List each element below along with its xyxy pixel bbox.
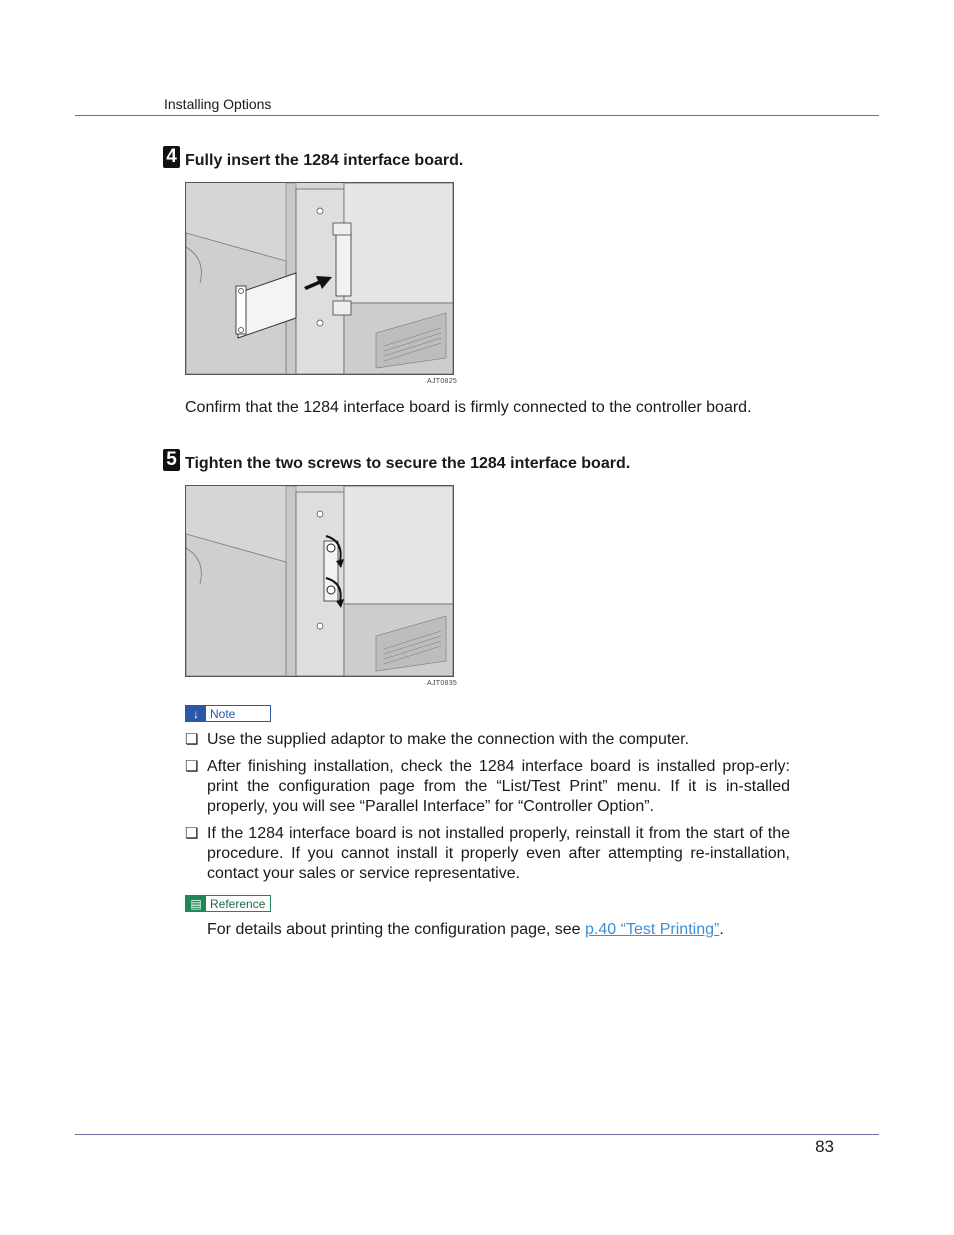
page-number: 83 xyxy=(815,1137,834,1156)
reference-text-before: For details about printing the configuration page, see xyxy=(207,921,586,938)
running-header: Installing Options xyxy=(164,96,272,112)
reference-link[interactable]: p.40 “Test Printing” xyxy=(585,921,720,938)
step-followup-text: Confirm that the 1284 interface board is firmly connected to the controller board. xyxy=(185,399,752,416)
document-icon: ▤ xyxy=(186,896,206,911)
note-item-text: Use the supplied adaptor to make the connection with the computer. xyxy=(207,731,690,748)
reference-badge xyxy=(185,895,271,912)
reference-label: Reference xyxy=(210,896,266,911)
footer-rule xyxy=(75,1134,879,1135)
note-item-text: After finishing installation, check the 1284 interface board is installed prop-erly: print the configuration page from the “List/Test Print” menu. If it is in-stalled properly, you will see “Parallel Interface” for “Controller Option”. xyxy=(207,758,790,815)
step-instruction: Fully insert the 1284 interface board. xyxy=(185,152,464,169)
checkbox-icon: ❏ xyxy=(185,825,199,842)
checkbox-icon: ❏ xyxy=(185,758,199,775)
illustration-tighten-screws xyxy=(185,485,454,677)
list-item xyxy=(0,757,954,817)
note-item-text: If the 1284 interface board is not installed properly, reinstall it from the start of the procedure. If you cannot install it properly even after attempting re-installation, contact your sales or service representative. xyxy=(207,825,790,882)
figure-caption: AJT0835 xyxy=(427,680,458,687)
figure-caption: AJT0825 xyxy=(427,378,458,385)
reference-text xyxy=(207,920,790,940)
step-number: 5 xyxy=(163,449,180,471)
down-arrow-icon: ↓ xyxy=(186,706,206,721)
note-label: Note xyxy=(210,706,236,721)
reference-text-after: . xyxy=(719,921,724,938)
checkbox-icon: ❏ xyxy=(185,731,199,748)
note-badge xyxy=(185,705,271,722)
header-rule xyxy=(75,115,879,116)
list-item xyxy=(0,824,954,884)
step-instruction: Tighten the two screws to secure the 1284 interface board. xyxy=(185,455,631,472)
illustration-insert-board xyxy=(185,182,454,375)
step-number: 4 xyxy=(163,146,180,168)
list-item xyxy=(0,730,954,750)
